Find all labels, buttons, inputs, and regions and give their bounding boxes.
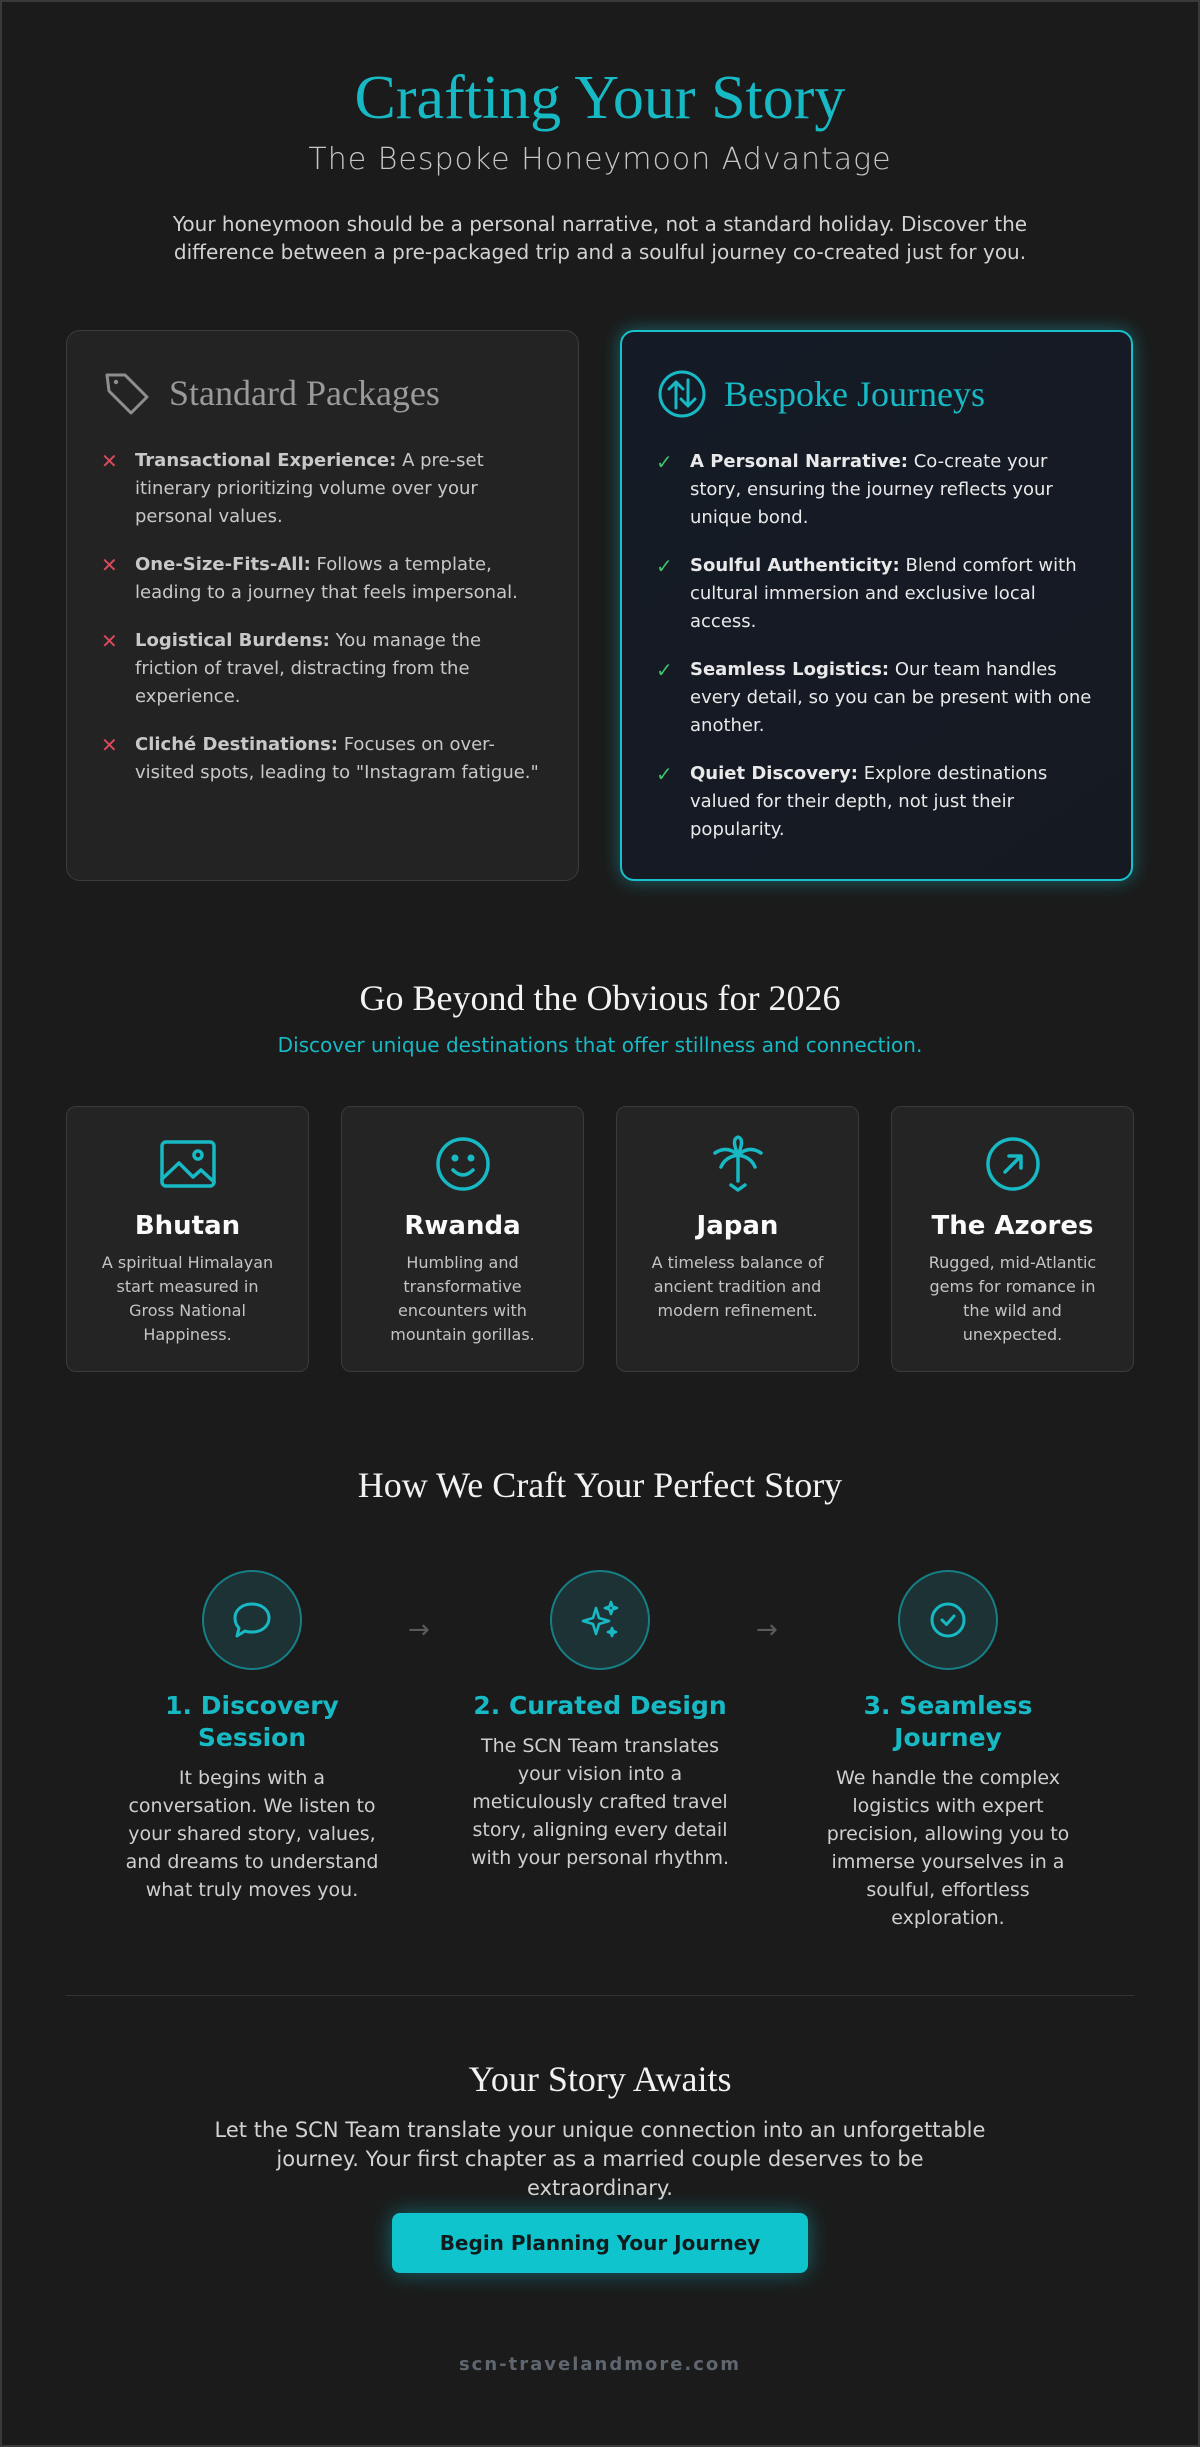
- destination-card-bhutan[interactable]: [66, 1106, 309, 1372]
- process-title: How We Craft Your Perfect Story: [357, 1465, 843, 1505]
- item-heading: Soulful Authenticity:: [690, 555, 900, 576]
- tag-icon: [101, 367, 153, 419]
- smile-icon: [434, 1135, 492, 1193]
- section-divider: [66, 1995, 1134, 1996]
- cta-title: Your Story Awaits: [468, 2059, 732, 2099]
- x-icon: ✕: [101, 449, 118, 473]
- item-text: You manage the friction of travel, distracting from the experience.: [135, 630, 482, 707]
- check-icon: ✓: [656, 762, 673, 786]
- x-icon: ✕: [101, 553, 118, 577]
- process-section: [0, 1462, 1200, 1508]
- destination-card-azores[interactable]: [891, 1106, 1134, 1372]
- process-step-journey: [808, 1570, 1088, 1932]
- item-text: Co-create your story, ensuring the journey reflects your unique bond.: [690, 451, 1053, 528]
- step-title: 3. Seamless Journey: [863, 1691, 1033, 1752]
- item-text: Our team handles every detail, so you can be present with one another.: [690, 659, 1092, 736]
- cta-section: [0, 2056, 1200, 2203]
- destination-text: Rugged, mid-Atlantic gems for romance in the wild and unexpected.: [928, 1253, 1097, 1344]
- list-item: [656, 760, 1097, 844]
- arrow-right-icon: →: [408, 1615, 430, 1645]
- image-icon: [159, 1135, 217, 1193]
- destination-card-rwanda[interactable]: [341, 1106, 584, 1372]
- check-icon: ✓: [656, 554, 673, 578]
- page-title: Crafting Your Story: [354, 64, 846, 132]
- standard-list: [101, 447, 544, 787]
- step-title: 2. Curated Design: [473, 1691, 727, 1720]
- step-text: We handle the complex logistics with expert precision, allowing you to immerse yourselves in a soulful, effortless exploration.: [826, 1767, 1070, 1929]
- speech-bubble-icon: [230, 1598, 274, 1642]
- page-subtitle: The Bespoke Honeymoon Advantage: [308, 142, 892, 177]
- step-text: It begins with a conversation. We listen to your shared story, values, and dreams to understand what truly moves you.: [125, 1767, 379, 1901]
- destination-card-japan[interactable]: [616, 1106, 859, 1372]
- destinations-subtitle: Discover unique destinations that offer stillness and connection.: [277, 1033, 923, 1057]
- sparkles-icon: [578, 1598, 622, 1642]
- destination-text: A spiritual Himalayan start measured in Gross National Happiness.: [101, 1253, 274, 1344]
- item-heading: Transactional Experience:: [135, 450, 397, 471]
- x-icon: ✕: [101, 629, 118, 653]
- step-icon-circle: [550, 1570, 650, 1670]
- destination-name: The Azores: [931, 1211, 1094, 1241]
- cta-text: Let the SCN Team translate your unique connection into an unforgettable journey. Your first chapter as a married couple deserves to be extraordinary.: [214, 2118, 986, 2200]
- destination-name: Japan: [696, 1211, 779, 1241]
- destinations-section: [0, 975, 1200, 1057]
- check-icon: ✓: [656, 658, 673, 682]
- destination-name: Rwanda: [404, 1211, 521, 1241]
- arrow-right-icon: →: [756, 1615, 778, 1645]
- intro-text: Your honeymoon should be a personal narrative, not a standard holiday. Discover the difference between a pre-packaged trip and a soulful journey co-created just for you.: [172, 212, 1028, 264]
- step-title: 1. Discovery Session: [165, 1691, 339, 1752]
- item-heading: One-Size-Fits-All:: [135, 554, 311, 575]
- list-item: [101, 551, 544, 607]
- check-circle-icon: [926, 1598, 970, 1642]
- item-heading: Seamless Logistics:: [690, 659, 890, 680]
- list-item: [656, 656, 1097, 740]
- arrow-up-right-circle-icon: [984, 1135, 1042, 1193]
- standard-packages-card: [66, 330, 579, 881]
- item-heading: Cliché Destinations:: [135, 734, 338, 755]
- item-text: Blend comfort with cultural immersion and exclusive local access.: [690, 555, 1077, 632]
- list-item: [656, 448, 1097, 532]
- begin-planning-button[interactable]: Begin Planning Your Journey: [392, 2213, 808, 2273]
- hero-section: [0, 62, 1200, 266]
- x-icon: ✕: [101, 733, 118, 757]
- palm-tree-icon: [709, 1135, 767, 1193]
- bespoke-journeys-card: [620, 330, 1133, 881]
- destination-name: Bhutan: [134, 1211, 241, 1241]
- destinations-title: Go Beyond the Obvious for 2026: [359, 978, 841, 1018]
- item-heading: Quiet Discovery:: [690, 763, 858, 784]
- item-text: Follows a template, leading to a journey that feels impersonal.: [135, 554, 518, 603]
- list-item: [101, 731, 544, 787]
- list-item: [656, 552, 1097, 636]
- item-text: A pre-set itinerary prioritizing volume over your personal values.: [135, 450, 484, 527]
- list-item: [101, 627, 544, 711]
- item-heading: A Personal Narrative:: [690, 451, 908, 472]
- bespoke-list: [656, 448, 1097, 844]
- process-step-discovery: [112, 1570, 392, 1904]
- step-icon-circle: [898, 1570, 998, 1670]
- step-icon-circle: [202, 1570, 302, 1670]
- bespoke-card-title: Bespoke Journeys: [724, 374, 985, 414]
- item-text: Focuses on over-visited spots, leading to "Instagram fatigue.": [135, 734, 539, 783]
- item-heading: Logistical Burdens:: [135, 630, 330, 651]
- destination-text: Humbling and transformative encounters with mountain gorillas.: [390, 1253, 535, 1344]
- item-text: Explore destinations valued for their depth, not just their popularity.: [690, 763, 1048, 840]
- standard-card-title: Standard Packages: [169, 373, 440, 413]
- exchange-arrows-icon: [656, 368, 708, 420]
- process-step-design: [460, 1570, 740, 1872]
- destination-text: A timeless balance of ancient tradition and modern refinement.: [651, 1253, 824, 1320]
- step-text: The SCN Team translates your vision into a meticulously crafted travel story, aligning every detail with your personal rhythm.: [470, 1735, 729, 1869]
- check-icon: ✓: [656, 450, 673, 474]
- footer-domain[interactable]: scn-travelandmore.com: [458, 2354, 742, 2375]
- list-item: [101, 447, 544, 531]
